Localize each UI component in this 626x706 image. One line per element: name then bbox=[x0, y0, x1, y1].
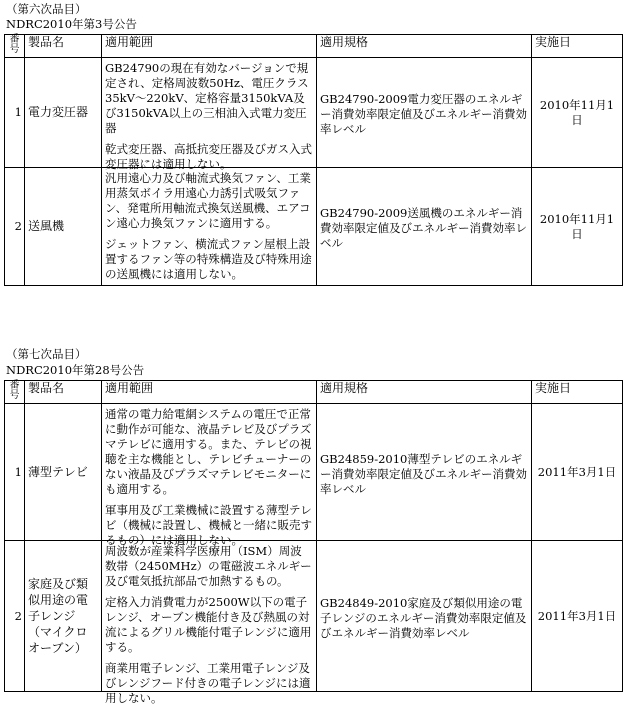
scope-text: 通常の電力給電網システムの電圧で正常に動作が可能な、液晶テレビ及びプラズマテレビに適用する。また、テレビの視聴を主な機能とし、テレビチューナーのない液晶及びプラズマテレビモニターにも適用する。 bbox=[105, 407, 312, 496]
effective-date: 2011年3月1日 bbox=[532, 404, 623, 541]
scope-text: 乾式変圧器、高抵抗変圧器及びガス入式変圧器には適用しない。 bbox=[105, 142, 312, 171]
row-number: 2 bbox=[5, 541, 25, 692]
standard-text: GB24790-2009電力変圧器のエネルギー消費効率限定値及びエネルギー消費効率レベル bbox=[317, 58, 532, 168]
product-table bbox=[4, 380, 623, 705]
product-name: 送風機 bbox=[25, 168, 102, 286]
header-date: 実施日 bbox=[532, 35, 623, 58]
row-number: 2 bbox=[5, 168, 25, 286]
header-scope: 適用範囲 bbox=[102, 35, 317, 58]
scope-text: GB24790の現在有効なバージョンで規定され、定格周波数50Hz、電圧クラス35kV～220kV、定格容量3150kVA及び3150kVA以上の三相油入式電力変圧器 bbox=[105, 61, 309, 135]
notice-caption: NDRC2010年第28号公告 bbox=[6, 363, 145, 377]
table-row bbox=[5, 404, 623, 541]
header-no: 番号 bbox=[5, 381, 25, 404]
row-number: 1 bbox=[5, 58, 25, 168]
standard-text: GB24849-2010家庭及び類似用途の電子レンジのエネルギー消費効率限定値及びエネルギー消費効率レベル bbox=[317, 541, 532, 692]
scope-text: 商業用電子レンジ、工業用電子レンジ及びレンジフード付きの電子レンジには適用しない。 bbox=[105, 661, 311, 705]
notice-caption: NDRC2010年第3号公告 bbox=[6, 17, 137, 31]
header-standard: 適用規格 bbox=[317, 381, 532, 404]
scope-cell bbox=[102, 58, 317, 171]
scope-text: 定格入力消費電力が2500W以下の電子レンジ、オーブン機能付き及び熱風の対流によるグリル機能付電子レンジに適用する。 bbox=[105, 595, 312, 654]
standard-text: GB24859-2010薄型テレビのエネルギー消費効率限定値及びエネルギー消費効率レベル bbox=[317, 404, 532, 541]
scope-text: 周波数が産業科学医療用（ISM）周波数帯（2450MHz）の電磁波エネルギー及び電気抵抗部品で加熱するもの。 bbox=[105, 544, 312, 588]
scope-text: 汎用遠心力及び軸流式換気ファン、工業用蒸気ボイラ用遠心力誘引式吸気ファン、発電所用軸流式換気送風機、エアコン遠心力換気ファンに適用する。 bbox=[105, 171, 311, 230]
header-date: 実施日 bbox=[532, 381, 623, 404]
batch-caption: （第七次品目） bbox=[6, 347, 87, 361]
header-scope: 適用範囲 bbox=[102, 381, 317, 404]
batch-caption: （第六次品目） bbox=[6, 2, 87, 16]
table-row bbox=[5, 168, 623, 286]
scope-cell bbox=[102, 541, 317, 705]
effective-date: 2010年11月1日 bbox=[532, 168, 623, 286]
table-header-row bbox=[5, 35, 623, 58]
product-name: 家庭及び類似用途の電子レンジ（マイクロオーブン） bbox=[25, 541, 102, 692]
header-standard: 適用規格 bbox=[317, 35, 532, 58]
header-product: 製品名 bbox=[25, 381, 102, 404]
scope-text: 軍事用及び工業機械に設置する薄型テレビ（機械に設置し、機械と一緒に販売するもの）には適用しない。 bbox=[105, 503, 312, 547]
header-product: 製品名 bbox=[25, 35, 102, 58]
scope-cell bbox=[102, 404, 317, 547]
table-row bbox=[5, 541, 623, 692]
scope-cell bbox=[102, 168, 317, 286]
product-name: 薄型テレビ bbox=[25, 404, 102, 541]
header-no: 番号 bbox=[5, 35, 25, 58]
row-number: 1 bbox=[5, 404, 25, 541]
effective-date: 2011年3月1日 bbox=[532, 541, 623, 692]
table-header-row bbox=[5, 381, 623, 404]
product-name: 電力変圧器 bbox=[25, 58, 102, 168]
effective-date: 2010年11月1日 bbox=[532, 58, 623, 168]
product-table bbox=[4, 34, 623, 286]
standard-text: GB24790-2009送風機のエネルギー消費効率限定値及びエネルギー消費効率レベル bbox=[317, 168, 532, 286]
scope-text: ジェットファン、横流式ファン屋根上設置するファン等の特殊構造及び特殊用途の送風機には適用しない。 bbox=[105, 237, 312, 281]
table-row bbox=[5, 58, 623, 168]
